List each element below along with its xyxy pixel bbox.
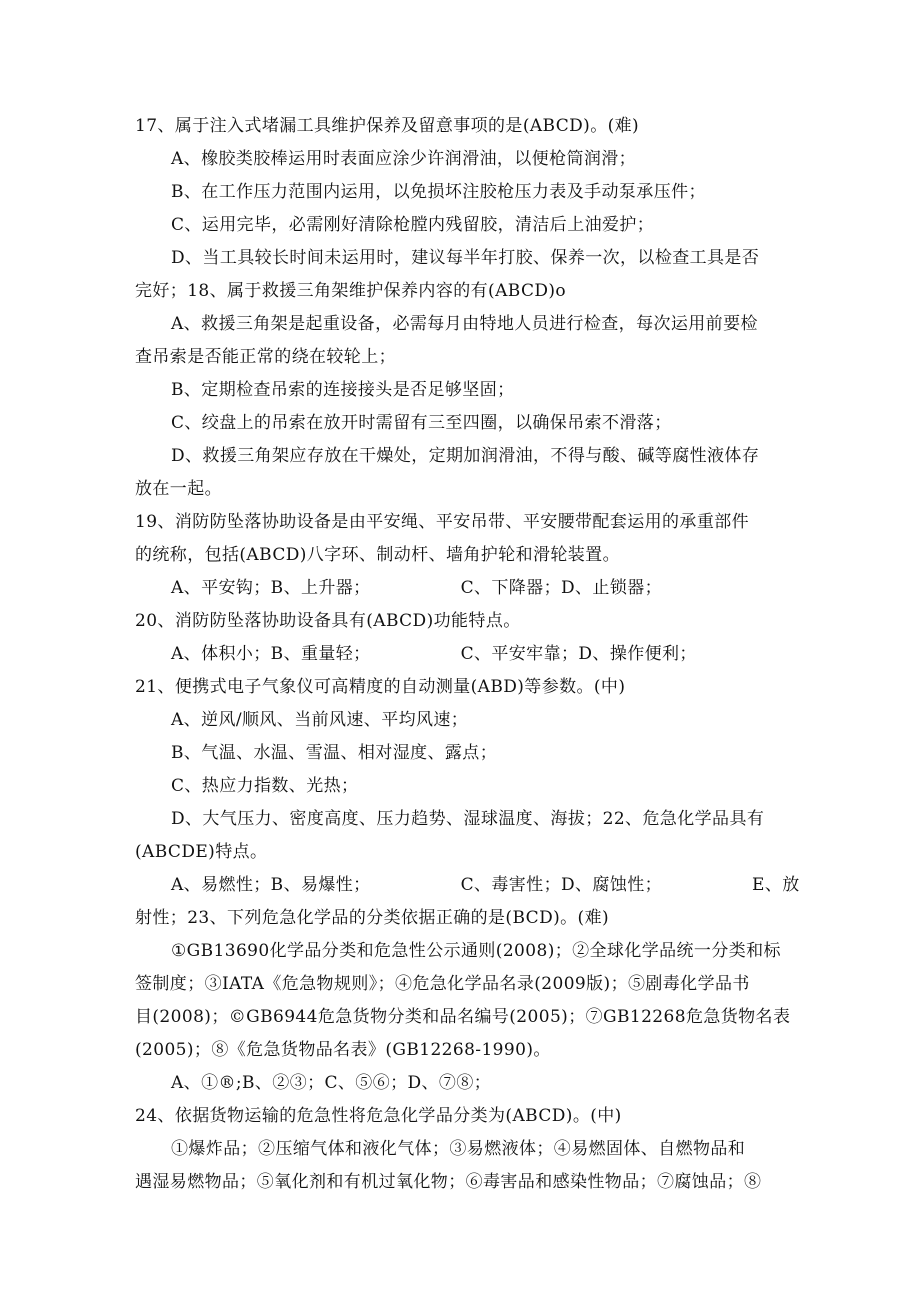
question-18-option-d-cont: 放在一起。	[135, 479, 222, 499]
question-24-title: 24、依据货物运输的危急性将危急化学品分类为(ABCD)。(中)	[135, 1106, 622, 1126]
question-21-option-c: C、热应力指数、光热；	[171, 776, 359, 796]
question-17-option-d: D、当工具较长时间未运用时，建议每半年打胶、保养一次，以检查工具是否	[171, 248, 760, 268]
question-20-options-cd: C、平安牢靠；D、操作便利；	[460, 644, 697, 664]
question-18-option-a: A、救援三角架是起重设备，必需每月由特地人员进行检查，每次运用前要检	[171, 314, 758, 334]
question-22-option-e: E、放	[752, 875, 800, 895]
question-18-option-c: C、绞盘上的吊索在放开时需留有三至四圈，以确保吊索不滑落；	[171, 413, 672, 433]
question-19-options-ab: A、平安钩；B、上升器；	[171, 578, 371, 598]
question-23-title: 射性；23、下列危急化学品的分类依据正确的是(BCD)。(难)	[135, 908, 610, 928]
question-21-option-b: B、气温、水温、雪温、相对湿度、露点；	[171, 743, 498, 763]
question-24-stem-1: ①爆炸品；②压缩气体和液化气体；③易燃液体；④易燃固体、自燃物品和	[171, 1139, 746, 1159]
question-17-option-c: C、运用完毕，必需刚好清除枪膛内残留胶，清洁后上油爱护；	[171, 215, 655, 235]
question-19-title-cont: 的统称，包括(ABCD)八字环、制动杆、墙角护轮和滑轮装置。	[135, 545, 620, 565]
question-18-option-d: D、救援三角架应存放在干燥处，定期加润滑油，不得与酸、碱等腐性液体存	[171, 446, 760, 466]
question-20-title: 20、消防防坠落协助设备具有(ABCD)功能特点。	[135, 611, 521, 631]
question-19-title: 19、消防防坠落协助设备是由平安绳、平安吊带、平安腰带配套运用的承重部件	[135, 512, 750, 532]
question-20-options	[135, 638, 787, 671]
question-22-options-ab: A、易燃性；B、易爆性；	[171, 875, 371, 895]
question-18-option-b: B、定期检查吊索的连接接头是否足够坚固；	[171, 380, 515, 400]
question-19-options	[135, 572, 787, 605]
question-23-stem-4: (2005)；⑧《危急货物品名表》(GB12268-1990)。	[135, 1040, 551, 1060]
question-22-title-cont: (ABCDE)特点。	[135, 842, 268, 862]
question-22-options	[135, 869, 800, 902]
question-23-stem-2: 签制度；③IATA《危急物规则》；④危急化学品名录(2009版)；⑤剧毒化学品书	[135, 974, 750, 994]
question-24-stem-2: 遇湿易燃物品；⑤氧化剂和有机过氧化物；⑥毒害品和感染性物品；⑦腐蚀品；⑧	[135, 1172, 762, 1192]
document-page	[135, 110, 800, 1199]
question-20-options-ab: A、体积小；B、重量轻；	[171, 644, 371, 664]
question-23-stem-1: ①GB13690化学品分类和危急性公示通则(2008)；②全球化学品统一分类和标	[171, 941, 781, 961]
question-19-options-cd: C、下降器；D、止锁器；	[460, 578, 663, 598]
question-22-options-cd: C、毒害性；D、腐蚀性；	[460, 875, 663, 895]
question-17-title: 17、属于注入式堵漏工具维护保养及留意事项的是(ABCD)。(难)	[135, 116, 640, 136]
question-18-title: 完好；18、属于救援三角架维护保养内容的有(ABCD)o	[135, 281, 567, 301]
question-23-options: A、①®;B、②③；C、⑤⑥；D、⑦⑧；	[171, 1073, 492, 1093]
question-23-stem-3: 目(2008)；©GB6944危急货物分类和品名编号(2005)；⑦GB12268危急货物名表	[135, 1007, 791, 1027]
question-21-title: 21、便携式电子气象仪可高精度的自动测量(ABD)等参数。(中)	[135, 677, 626, 697]
question-17-option-a: A、橡胶类胶棒运用时表面应涂少许润滑油，以便枪筒润滑；	[171, 149, 637, 169]
question-21-option-d: D、大气压力、密度高度、压力趋势、湿球温度、海拔；22、危急化学品具有	[171, 809, 765, 829]
question-18-option-a-cont: 查吊索是否能正常的绕在较轮上；	[135, 347, 396, 367]
question-21-option-a: A、逆风/顺风、当前风速、平均风速；	[171, 710, 469, 730]
question-17-option-b: B、在工作压力范围内运用，以免损坏注胶枪压力表及手动泵承压件；	[171, 182, 706, 202]
